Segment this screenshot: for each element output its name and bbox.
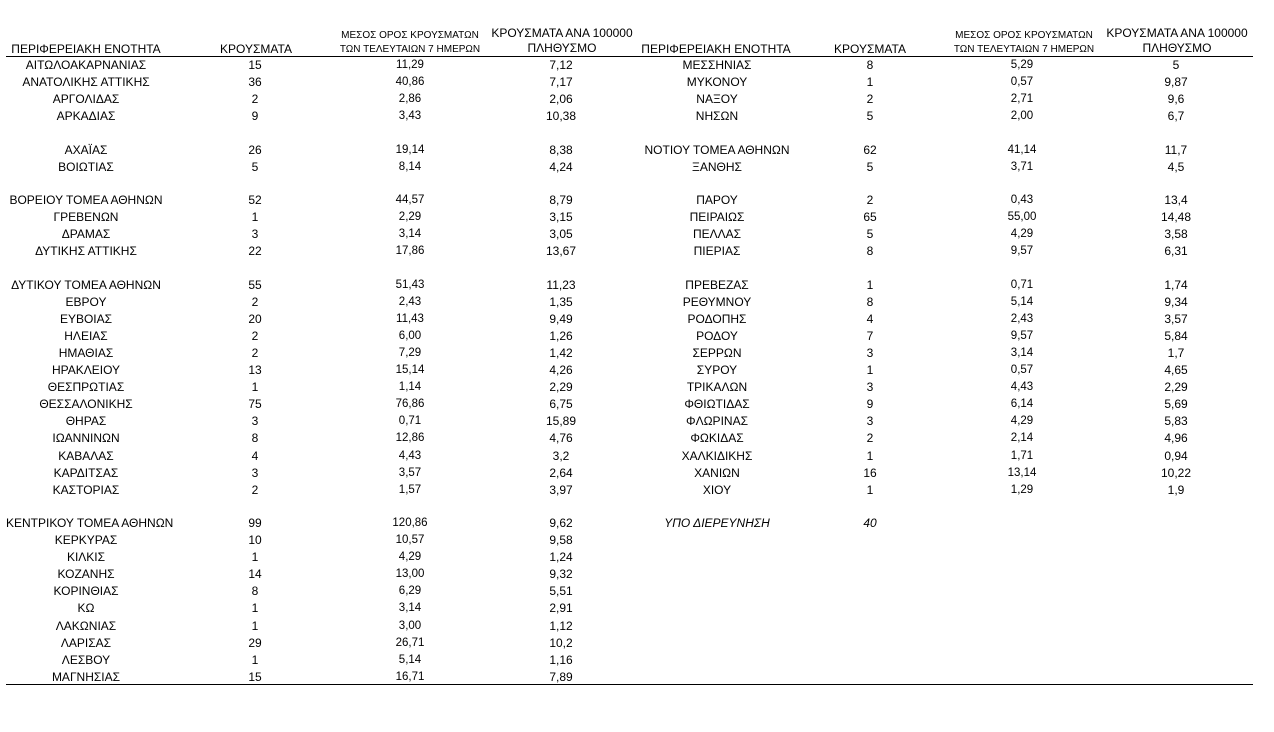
cell-7day-average (952, 515, 1092, 532)
cell-cases-per-100k: 9,32 (549, 567, 573, 581)
cell-cases-per-100k: 4,76 (549, 431, 573, 445)
cell-7day-average: 3,14 (398, 602, 422, 614)
cell-7day-average: 10,57 (395, 534, 425, 546)
cell-7day-average: 4,43 (398, 450, 422, 462)
cell-cases-per-100k: 3,2 (552, 449, 570, 463)
cell-cases-per-100k: 9,49 (549, 312, 573, 326)
cell-7day-average: 4,29 (1010, 228, 1034, 240)
cell-unit-name: ΧΑΝΙΩΝ (694, 466, 740, 480)
cell-cases: 2 (866, 431, 874, 445)
cell-unit-name: ΚΩ (77, 601, 95, 615)
cell-unit-name: ΑΡΚΑΔΙΑΣ (56, 109, 116, 123)
cell-7day-average: 5,14 (1010, 296, 1034, 308)
cell-unit-name: ΣΕΡΡΩΝ (692, 346, 742, 360)
cell-cases: 8 (866, 295, 874, 309)
cell-cases-per-100k: 1,16 (549, 653, 573, 667)
table-row (0, 465, 1274, 482)
cell-unit-name: ΚΕΡΚΥΡΑΣ (54, 533, 118, 547)
cell-unit-name: ΗΛΕΙΑΣ (64, 329, 108, 343)
header-per-left-line2: ΠΛΗΘΥΣΜΟ (527, 41, 597, 55)
cell-7day-average: 3,00 (398, 620, 422, 632)
cell-cases: 2 (251, 92, 259, 106)
cell-unit-name: ΧΑΛΚΙΔΙΚΗΣ (681, 449, 753, 463)
cell-unit-name: ΚΟΡΙΝΘΙΑΣ (53, 584, 119, 598)
cell-cases: 2 (251, 346, 259, 360)
cell-unit-name: ΚΕΝΤΡΙΚΟΥ ΤΟΜΕΑ ΑΘΗΝΩΝ (6, 516, 174, 530)
cell-cases: 2 (251, 483, 259, 497)
cell-7day-average: 6,00 (398, 330, 422, 342)
cell-cases: 1 (251, 653, 259, 667)
cell-cases: 15 (248, 58, 262, 72)
cell-cases: 16 (863, 466, 877, 480)
cell-unit-name: ΝΗΣΩΝ (695, 109, 739, 123)
cell-cases: 1 (866, 483, 874, 497)
cell-cases: 36 (248, 75, 262, 89)
cell-cases-per-100k: 8,79 (549, 193, 573, 207)
cell-unit-name: ΞΑΝΘΗΣ (692, 160, 742, 174)
cell-unit-name: ΘΕΣΣΑΛΟΝΙΚΗΣ (39, 397, 133, 411)
cell-unit-name: ΜΥΚΟΝΟΥ (686, 75, 748, 89)
cell-cases-per-100k: 9,62 (549, 516, 573, 530)
table-row (0, 549, 1274, 566)
cell-cases-per-100k: 11,7 (1164, 143, 1188, 157)
table-row (0, 396, 1274, 413)
cell-7day-average: 5,29 (1010, 59, 1034, 71)
cell-unit-name: ΤΡΙΚΑΛΩΝ (686, 380, 748, 394)
cell-cases-per-100k: 2,29 (1164, 380, 1188, 394)
header-per-right-line2: ΠΛΗΘΥΣΜΟ (1142, 41, 1212, 55)
cell-unit-name: ΒΟΡΕΙΟΥ ΤΟΜΕΑ ΑΘΗΝΩΝ (9, 193, 163, 207)
cell-unit-name: ΜΑΓΝΗΣΙΑΣ (51, 670, 121, 684)
table-row (0, 583, 1274, 600)
cell-7day-average: 8,14 (398, 161, 422, 173)
cell-7day-average: 3,14 (398, 228, 422, 240)
cell-cases-per-100k: 4,24 (549, 160, 573, 174)
cell-cases: 8 (251, 584, 259, 598)
cell-cases-per-100k: 6,31 (1164, 244, 1188, 258)
header-unit-right: ΠΕΡΙΦΕΡΕΙΑΚΗ ΕΝΟΤΗΤΑ (641, 42, 791, 56)
cell-cases: 40 (863, 516, 877, 530)
cell-7day-average: 4,29 (398, 551, 422, 563)
cell-7day-average: 3,14 (1010, 347, 1034, 359)
cell-cases-per-100k: 1,35 (549, 295, 573, 309)
cell-unit-name: ΝΟΤΙΟΥ ΤΟΜΕΑ ΑΘΗΝΩΝ (644, 143, 790, 157)
cell-cases: 3 (866, 414, 874, 428)
cell-7day-average: 12,86 (395, 432, 425, 444)
cell-unit-name: ΥΠΟ ΔΙΕΡΕΥΝΗΣΗ (664, 516, 770, 530)
header-per-right-line1: ΚΡΟΥΣΜΑΤΑ ΑΝΑ 100000 (1106, 26, 1248, 40)
header-unit-left: ΠΕΡΙΦΕΡΕΙΑΚΗ ΕΝΟΤΗΤΑ (11, 42, 161, 56)
cell-7day-average: 1,29 (1010, 484, 1034, 496)
cell-cases-per-100k: 5 (1172, 58, 1180, 72)
cell-7day-average: 7,29 (398, 347, 422, 359)
header-avg-right-line1: ΜΕΣΟΣ ΟΡΟΣ ΚΡΟΥΣΜΑΤΩΝ (955, 30, 1093, 41)
cell-7day-average: 3,71 (1010, 161, 1034, 173)
cell-cases-per-100k: 9,6 (1167, 92, 1185, 106)
cell-cases-per-100k: 8,38 (549, 143, 573, 157)
cell-unit-name: ΘΕΣΠΡΩΤΙΑΣ (47, 380, 125, 394)
cell-7day-average: 9,57 (1010, 245, 1034, 257)
cell-unit-name: ΠΕΛΛΑΣ (692, 227, 742, 241)
cell-7day-average: 2,43 (1010, 313, 1034, 325)
cell-cases: 1 (866, 75, 874, 89)
cell-7day-average: 26,71 (395, 637, 425, 649)
cell-cases: 7 (866, 329, 874, 343)
cell-unit-name: ΡΕΘΥΜΝΟΥ (682, 295, 752, 309)
cell-cases: 62 (863, 143, 877, 157)
cell-7day-average: 13,00 (395, 568, 425, 580)
cell-cases: 1 (251, 601, 259, 615)
cell-cases-per-100k: 7,89 (549, 670, 573, 684)
table-row (0, 413, 1274, 430)
cell-7day-average: 0,43 (1010, 194, 1034, 206)
cell-unit-name: ΘΗΡΑΣ (65, 414, 107, 428)
table-row (0, 311, 1274, 328)
cell-cases-per-100k: 15,89 (545, 414, 577, 428)
cell-cases: 14 (248, 567, 262, 581)
cell-unit-name: ΣΥΡΟΥ (696, 363, 738, 377)
cell-cases-per-100k: 7,12 (549, 58, 573, 72)
table-row (0, 532, 1274, 549)
cell-7day-average: 2,29 (398, 211, 422, 223)
cell-unit-name: ΓΡΕΒΕΝΩΝ (53, 210, 119, 224)
cell-7day-average: 9,57 (1010, 330, 1034, 342)
table-row (0, 345, 1274, 362)
cell-unit-name: ΑΝΑΤΟΛΙΚΗΣ ΑΤΤΙΚΗΣ (22, 75, 150, 89)
table-row (0, 243, 1274, 260)
cell-unit-name: ΚΑΣΤΟΡΙΑΣ (52, 483, 120, 497)
table-row (0, 566, 1274, 583)
cell-cases: 1 (251, 550, 259, 564)
cell-cases: 1 (866, 363, 874, 377)
cell-cases: 3 (251, 414, 259, 428)
cell-unit-name: ΙΩΑΝΝΙΝΩΝ (52, 431, 120, 445)
cell-7day-average: 0,71 (1010, 279, 1034, 291)
cell-cases: 3 (866, 380, 874, 394)
cell-unit-name: ΝΑΞΟΥ (696, 92, 738, 106)
cell-cases-per-100k: 11,23 (546, 278, 576, 292)
table-row (0, 159, 1274, 176)
cell-7day-average: 41,14 (1007, 144, 1037, 156)
cell-cases-per-100k: 3,97 (549, 483, 573, 497)
cell-cases-per-100k: 1,42 (549, 346, 573, 360)
cell-cases-per-100k: 5,84 (1164, 329, 1188, 343)
table-row (0, 57, 1274, 74)
cell-7day-average: 1,71 (1010, 450, 1034, 462)
cell-7day-average: 2,14 (1010, 432, 1034, 444)
cell-cases: 4 (866, 312, 874, 326)
cell-cases: 99 (248, 516, 262, 530)
table-row (0, 430, 1274, 447)
cell-cases: 1 (866, 449, 874, 463)
cell-unit-name: ΜΕΣΣΗΝΙΑΣ (682, 58, 752, 72)
cell-unit-name: ΠΙΕΡΙΑΣ (693, 244, 741, 258)
cell-7day-average: 4,43 (1010, 381, 1034, 393)
cell-unit-name: ΑΡΓΟΛΙΔΑΣ (52, 92, 120, 106)
cell-cases: 3 (251, 466, 259, 480)
cell-cases-per-100k: 4,5 (1167, 160, 1185, 174)
table-row (0, 482, 1274, 499)
header-per-left-line1: ΚΡΟΥΣΜΑΤΑ ΑΝΑ 100000 (491, 26, 633, 40)
cell-cases: 1 (251, 619, 259, 633)
table-row (0, 328, 1274, 345)
table-row (0, 448, 1274, 465)
cell-unit-name: ΦΩΚΙΔΑΣ (690, 431, 744, 445)
cell-cases-per-100k: 10,2 (549, 636, 573, 650)
cell-7day-average: 2,71 (1010, 93, 1034, 105)
header-avg-left-line1: ΜΕΣΟΣ ΟΡΟΣ ΚΡΟΥΣΜΑΤΩΝ (341, 30, 479, 41)
cell-cases: 3 (251, 227, 259, 241)
cell-7day-average: 6,14 (1010, 398, 1034, 410)
cell-cases: 20 (248, 312, 262, 326)
cell-cases-per-100k: 5,51 (549, 584, 573, 598)
cell-cases-per-100k: 2,06 (549, 92, 573, 106)
cell-cases: 8 (866, 244, 874, 258)
cell-cases: 9 (866, 397, 874, 411)
cell-cases: 55 (248, 278, 262, 292)
cell-7day-average: 17,86 (395, 245, 425, 257)
cell-unit-name: ΗΡΑΚΛΕΙΟΥ (51, 363, 121, 377)
cell-unit-name: ΛΑΚΩΝΙΑΣ (55, 619, 117, 633)
cell-cases: 2 (251, 295, 259, 309)
cell-7day-average: 13,14 (1007, 467, 1037, 479)
cell-cases: 1 (251, 210, 259, 224)
table-row (0, 362, 1274, 379)
table-row (0, 74, 1274, 91)
cell-7day-average: 2,43 (398, 296, 422, 308)
cell-cases-per-100k: 2,29 (549, 380, 573, 394)
cell-cases-per-100k: 1,24 (549, 550, 573, 564)
cell-cases-per-100k: 9,34 (1164, 295, 1188, 309)
cell-unit-name: ΠΕΙΡΑΙΩΣ (689, 210, 745, 224)
cell-cases: 26 (248, 143, 262, 157)
cell-cases: 1 (251, 380, 259, 394)
cell-cases-per-100k: 13,4 (1164, 193, 1188, 207)
cell-cases-per-100k: 6,75 (549, 397, 573, 411)
cell-cases-per-100k (1105, 515, 1247, 532)
cell-cases: 29 (248, 636, 262, 650)
table-row (0, 142, 1274, 159)
cell-7day-average: 15,14 (395, 364, 425, 376)
cell-cases-per-100k: 10,22 (1160, 466, 1192, 480)
cell-cases: 9 (251, 109, 259, 123)
cell-7day-average: 1,57 (398, 484, 422, 496)
cell-unit-name: ΠΡΕΒΕΖΑΣ (685, 278, 749, 292)
cell-7day-average: 120,86 (392, 517, 428, 529)
cell-unit-name: ΕΒΡΟΥ (65, 295, 107, 309)
cell-7day-average: 6,29 (398, 585, 422, 597)
table-row (0, 226, 1274, 243)
cell-cases-per-100k: 1,26 (549, 329, 573, 343)
cell-cases-per-100k: 9,87 (1164, 75, 1188, 89)
cell-unit-name: ΔΥΤΙΚΟΥ ΤΟΜΕΑ ΑΘΗΝΩΝ (11, 278, 161, 292)
cell-cases-per-100k: 4,65 (1164, 363, 1188, 377)
cell-7day-average: 11,43 (396, 313, 424, 325)
cell-7day-average: 19,14 (395, 144, 425, 156)
cell-cases-per-100k: 7,17 (549, 75, 573, 89)
cell-cases: 15 (248, 670, 262, 684)
cell-cases-per-100k: 4,26 (549, 363, 573, 377)
header-cases-right: ΚΡΟΥΣΜΑΤΑ (834, 42, 906, 56)
table-row (0, 192, 1274, 209)
cell-cases: 52 (248, 193, 262, 207)
cell-cases-per-100k: 9,58 (549, 533, 573, 547)
bottom-rule (6, 684, 1253, 685)
cell-unit-name: ΒΟΙΩΤΙΑΣ (58, 160, 114, 174)
cell-cases-per-100k: 2,64 (549, 466, 573, 480)
cell-unit-name: ΚΑΡΔΙΤΣΑΣ (53, 466, 119, 480)
table-row (0, 618, 1274, 635)
cell-7day-average: 1,14 (398, 381, 422, 393)
cell-cases: 10 (248, 533, 262, 547)
cell-cases-per-100k: 1,12 (549, 619, 573, 633)
cell-cases-per-100k: 0,94 (1164, 449, 1188, 463)
cell-unit-name: ΔΥΤΙΚΗΣ ΑΤΤΙΚΗΣ (35, 244, 137, 258)
cell-unit-name: ΛΕΣΒΟΥ (61, 653, 111, 667)
cell-cases: 65 (863, 210, 877, 224)
header-avg-left-line2: ΤΩΝ ΤΕΛΕΥΤΑΙΩΝ 7 ΗΜΕΡΩΝ (339, 44, 481, 55)
cell-cases: 5 (866, 227, 874, 241)
cell-cases: 8 (866, 58, 874, 72)
cell-7day-average: 16,71 (395, 671, 425, 683)
cell-cases: 2 (251, 329, 259, 343)
cell-unit-name: ΚΑΒΑΛΑΣ (58, 449, 114, 463)
cell-cases-per-100k: 2,91 (549, 601, 573, 615)
cell-cases: 5 (866, 160, 874, 174)
cell-cases-per-100k: 6,7 (1167, 109, 1185, 123)
table-row (0, 108, 1274, 125)
cell-unit-name: ΚΟΖΑΝΗΣ (57, 567, 115, 581)
cell-7day-average: 40,86 (395, 76, 425, 88)
cell-cases-per-100k: 3,57 (1164, 312, 1188, 326)
cell-cases: 4 (251, 449, 259, 463)
cell-unit-name: ΔΡΑΜΑΣ (61, 227, 111, 241)
cell-7day-average: 0,57 (1010, 364, 1034, 376)
cell-cases-per-100k: 10,38 (545, 109, 577, 123)
cell-7day-average: 3,43 (398, 110, 422, 122)
header-cases-left: ΚΡΟΥΣΜΑΤΑ (220, 42, 292, 56)
cell-cases-per-100k: 3,05 (549, 227, 573, 241)
cell-cases-per-100k: 13,67 (545, 244, 577, 258)
cell-cases-per-100k: 14,48 (1160, 210, 1192, 224)
cell-7day-average: 5,14 (398, 654, 422, 666)
cell-unit-name: ΠΑΡΟΥ (696, 193, 738, 207)
cell-cases-per-100k: 1,7 (1167, 346, 1185, 360)
cell-unit-name: ΑΙΤΩΛΟΑΚΑΡΝΑΝΙΑΣ (25, 58, 147, 72)
table-row (0, 600, 1274, 617)
cell-7day-average: 44,57 (395, 194, 425, 206)
cell-cases-per-100k: 1,74 (1164, 278, 1188, 292)
cell-cases: 8 (251, 431, 259, 445)
cell-cases-per-100k: 1,9 (1167, 483, 1185, 497)
cell-cases: 13 (248, 363, 262, 377)
cell-7day-average: 51,43 (395, 279, 425, 291)
cell-7day-average: 0,71 (398, 415, 422, 427)
cell-unit-name: ΗΜΑΘΙΑΣ (58, 346, 114, 360)
cell-7day-average: 55,00 (1007, 211, 1037, 223)
table-row (0, 294, 1274, 311)
cell-cases: 2 (866, 193, 874, 207)
cell-cases-per-100k: 3,58 (1164, 227, 1188, 241)
cell-unit-name: ΛΑΡΙΣΑΣ (60, 636, 112, 650)
cell-cases-per-100k: 3,15 (549, 210, 573, 224)
cell-unit-name: ΕΥΒΟΙΑΣ (59, 312, 113, 326)
table-row (0, 379, 1274, 396)
table-row (0, 515, 1274, 532)
table-row (0, 652, 1274, 669)
cell-cases-per-100k: 5,69 (1164, 397, 1188, 411)
cell-cases: 5 (866, 109, 874, 123)
table-row (0, 277, 1274, 294)
cell-7day-average: 76,86 (395, 398, 425, 410)
cell-unit-name: ΧΙΟΥ (702, 483, 732, 497)
cell-cases: 2 (866, 92, 874, 106)
cell-cases-per-100k: 5,83 (1164, 414, 1188, 428)
cell-cases: 5 (251, 160, 259, 174)
cell-cases: 3 (866, 346, 874, 360)
cell-unit-name: ΚΙΛΚΙΣ (66, 550, 106, 564)
cell-cases: 22 (248, 244, 262, 258)
cell-unit-name: ΦΘΙΩΤΙΔΑΣ (684, 397, 750, 411)
cell-unit-name: ΦΛΩΡΙΝΑΣ (686, 414, 748, 428)
cell-7day-average: 0,57 (1010, 76, 1034, 88)
cell-unit-name: ΑΧΑΪΑΣ (64, 143, 108, 157)
cell-7day-average: 2,00 (1010, 110, 1034, 122)
cell-cases: 75 (248, 397, 262, 411)
header-avg-right-line2: ΤΩΝ ΤΕΛΕΥΤΑΙΩΝ 7 ΗΜΕΡΩΝ (953, 44, 1095, 55)
cell-unit-name: ΡΟΔΟΠΗΣ (687, 312, 747, 326)
cell-7day-average: 2,86 (398, 93, 422, 105)
cell-7day-average: 3,57 (398, 467, 422, 479)
table-row (0, 635, 1274, 652)
cell-7day-average: 11,29 (396, 59, 424, 71)
cell-7day-average: 4,29 (1010, 415, 1034, 427)
cell-cases: 1 (866, 278, 874, 292)
table-row (0, 91, 1274, 108)
table-row (0, 209, 1274, 226)
cell-cases-per-100k: 4,96 (1164, 431, 1188, 445)
cell-unit-name: ΡΟΔΟΥ (696, 329, 738, 343)
